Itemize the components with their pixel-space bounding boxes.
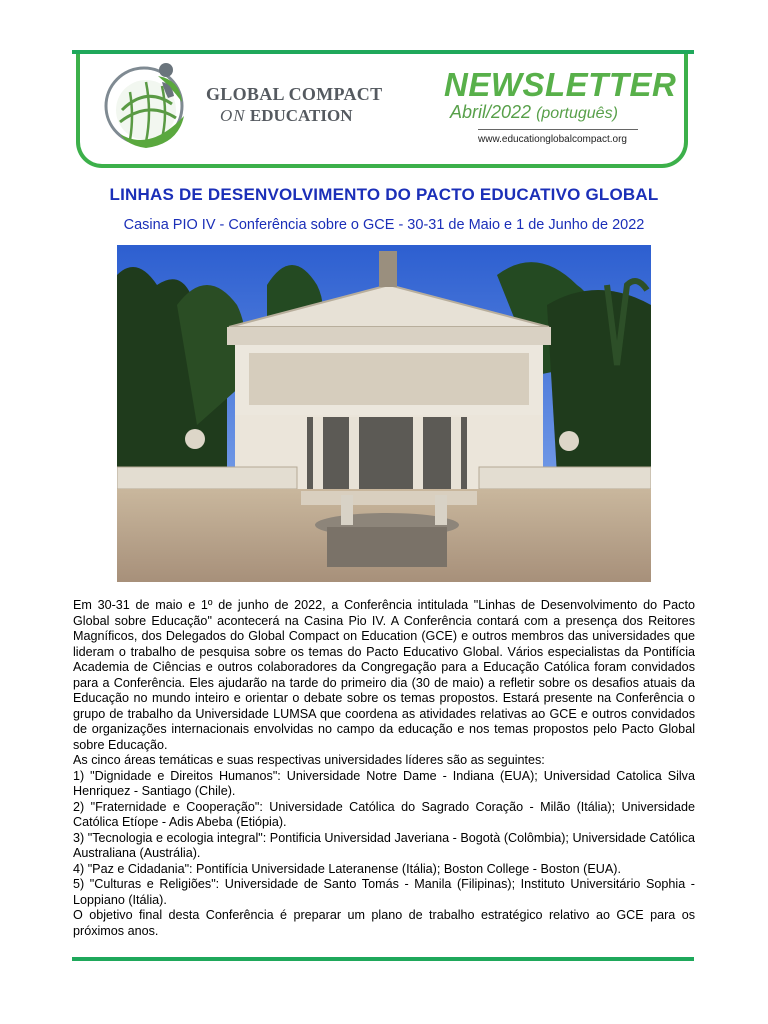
logo-title: GLOBAL COMPACT [206,84,383,104]
globe-logo-icon [100,56,192,154]
newsletter-language: (português) [536,105,618,122]
areas-intro: As cinco áreas temáticas e suas respectivas universidades líderes são as seguintes: [73,753,545,767]
area-item-5: 5) "Culturas e Religiões": Universidade de Santo Tomás - Manila (Filipinas); Instituto Universitário Sophia - Loppiano (Itália). [73,877,695,907]
article-subtitle: Casina PIO IV - Conferência sobre o GCE - 30-31 de Maio e 1 de Junho de 2022 [123,217,645,233]
conclusion-paragraph: O objetivo final desta Conferência é preparar um plano de trabalho estratégico relativo ao GCE para os próximos anos. [73,908,695,938]
area-item-4: 4) "Paz e Cidadania": Pontifícia Universidade Lateranense (Itália); Boston College - Boston (EUA). [73,861,621,876]
intro-paragraph: Em 30-31 de maio e 1º de junho de 2022, a Conferência intitulada "Linhas de Desenvolvimento do Pacto Global sobre Educação" acontecerá na Casina Pio IV. A Conferência contará com a presença dos Reitores Magníficos, dos Delegados do Global Compact on Education (GCE) e outros membros das universidades que lideram o trabalho de pesquisa sobre os temas do Pacto Educativo Global. Vários especialistas da Pontifícia Academia de Ciências e outros colaboradores da Congregação para a Educação Católica foram convidados para a Conferência. Eles ajudarão na tarde do primeiro dia (30 de maio) a refletir sobre os desafios atuais da Educação no mundo inteiro e orientar o debate sobre os temas propostos. Estará presente na Conferência o grupo de trabalho da Universidade LUMSA que coordena as atividades relativas ao GCE e outros convidados de organizações internacionais envolvidas no campo da educação e nos temas propostos pelo Pacto Global sobre Educação. [73,598,695,752]
newsletter-title: NEWSLETTER [444,66,677,103]
logo-education-word: EDUCATION [249,106,353,125]
casina-pio-iv-photo [117,245,651,582]
article-title: LINHAS DE DESENVOLVIMENTO DO PACTO EDUCATIVO GLOBAL [109,185,659,204]
article-body [73,598,695,939]
logo-on-word: ON [220,106,246,125]
website-link[interactable]: www.educationglobalcompact.org [478,134,627,145]
newsletter-rule [478,129,638,130]
area-item-1: 1) "Dignidade e Direitos Humanos": Universidade Notre Dame - Indiana (EUA); Universidad Catolica Silva Henriquez - Santiago (Chile). [73,768,695,798]
logo-subtitle [220,106,353,126]
area-item-3: 3) "Tecnologia e ecologia integral": Pontificia Universidad Javeriana - Bogotà (Colômbia); Universidade Católica Australiana (Austrália). [73,830,695,860]
newsletter-header [76,54,688,168]
area-item-2: 2) "Fraternidade e Cooperação": Universidade Católica do Sagrado Coração - Milão (Itália); Universidade Católica Etíope - Adis Abeba (Etiópia). [73,799,695,829]
bottom-divider [72,957,694,961]
newsletter-date [450,102,618,123]
newsletter-month: Abril/2022 [450,102,532,122]
